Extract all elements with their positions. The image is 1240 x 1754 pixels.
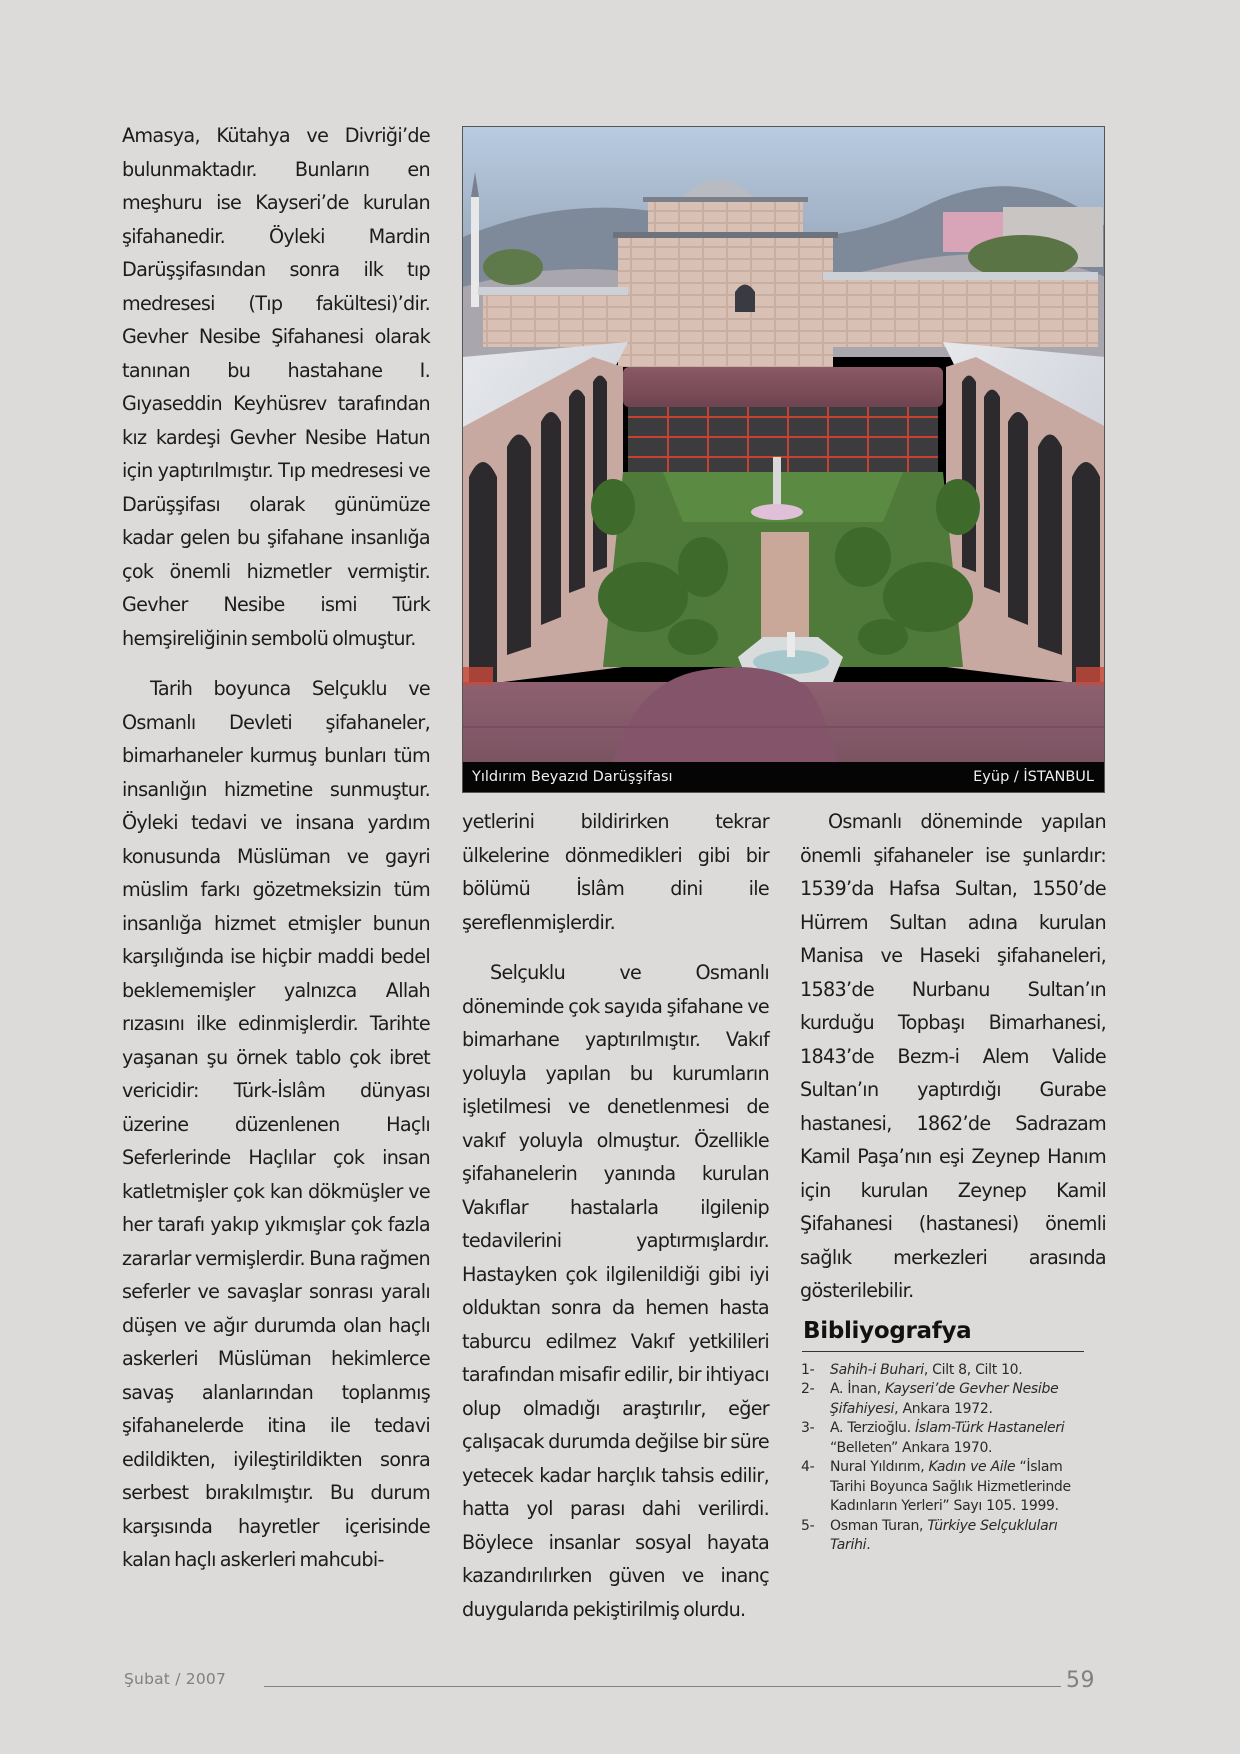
- bibliography-item: [801, 1361, 1101, 1381]
- bibliography-details: , Ankara 1972.: [894, 1400, 993, 1417]
- bibliography-item-text: [830, 1458, 1101, 1517]
- bibliography-item-number: 2-: [801, 1381, 815, 1397]
- footer-issue-date: Şubat / 2007: [124, 1670, 226, 1688]
- article-column-middle: [462, 805, 769, 1626]
- bibliography-item-text: [830, 1380, 1101, 1419]
- bibliography-details: .: [866, 1537, 871, 1553]
- bibliography-work-title: Sahih-i Buhari: [830, 1361, 924, 1378]
- photo-wing-roof-left: [478, 287, 628, 295]
- bibliography-work-title: Kayseri’de Gevher Nesibe Şifahiyesi: [830, 1381, 1059, 1417]
- photo-window: [735, 285, 755, 313]
- photo-railing: [1076, 667, 1105, 685]
- article-paragraph: Tarih boyunca Selçuklu ve Osmanlı Devleti şifahaneler, bimarhaneler kurmuş bunları tüm insanlığın hizmetine sunmuştur. Öyleki tedavi ve insana yardım konusunda Müslüman ve gayri müslim farkı gözetmeksizin tüm insanlığa hizmet etmişler bunun karşılığında ise hiçbir maddi bedel beklememişler yalnızca Allah rızasını ilke edinmişlerdir. Tarihte yaşanan şu örnek tablo çok ibret vericidir: Türk-İslâm dünyası üzerine düzenlenen Haçlı Seferlerinde Haçlılar çok insan katletmişler çok kan dökmüşler ve her tarafı yakıp yıkmışlar çok fazla zararlar vermişlerdir. Buna rağmen seferler ve savaşlar sonrası yaralı düşen ve ağır durumda olan haçlı askerleri Müslüman hekimlerce savaş alanlarından toplanmış şifahanelerde itina ile tedavi edildikten, iyileştirildikten sonra serbest bırakılmıştır. Bu durum karşısında hayretler içerisinde kalan haçlı askerleri mahcubi-: [122, 677, 430, 1571]
- photo-wing-roof-right: [823, 272, 1098, 280]
- bibliography-section: [800, 1316, 1106, 1556]
- photo-minaret: [471, 197, 479, 307]
- photo-caption-title: Yıldırım Beyazıd Darüşşifası: [472, 769, 673, 785]
- bibliography-list: [801, 1361, 1101, 1556]
- photo-flowerbed: [751, 504, 803, 520]
- bibliography-item-text: [830, 1517, 1101, 1556]
- photo-tree: [483, 249, 543, 285]
- bibliography-item-text: [830, 1419, 1101, 1458]
- bibliography-heading: Bibliyografya: [803, 1317, 972, 1344]
- bibliography-details: , Cilt 8, Cilt 10.: [923, 1361, 1023, 1378]
- photo-caption-bar: [463, 762, 1104, 792]
- photo-wing-left: [483, 292, 623, 347]
- photo-figure: [462, 126, 1105, 793]
- bibliography-item: [801, 1380, 1101, 1419]
- photo-railing: [463, 667, 493, 685]
- bibliography-author: A. İnan,: [830, 1381, 885, 1397]
- page-number: 59: [1066, 1668, 1095, 1693]
- bibliography-item-number: 3-: [801, 1420, 815, 1436]
- bibliography-work-title: Türkiye Selçukluları Tarihi: [830, 1517, 1058, 1553]
- article-column-right: [800, 805, 1106, 1308]
- bibliography-item-text: [830, 1361, 1101, 1381]
- footer-divider: [264, 1686, 1061, 1687]
- bibliography-item-number: 5-: [801, 1517, 815, 1534]
- bibliography-divider: [802, 1351, 1084, 1352]
- photo-cornice: [643, 197, 808, 202]
- article-paragraph: Amasya, Kütahya ve Divriği’de bulunmaktadır. Bunların en meşhuru ise Kayseri’de kurulan şifahanedir. Öyleki Mardin Darüşşifasından sonra ilk tıp medresesi (Tıp fakültesi)’dir. Gevher Nesibe Şifahanesi olarak tanınan bu hastahane I. Gıyaseddin Keyhüsrev tarafından kız kardeşi Gevher Nesibe Hatun için yaptırılmıştır. Tıp medresesi ve Darüşşifası olarak günümüze kadar gelen bu şifahane insanlığa çok önemli hizmetler vermiştir. Gevher Nesibe ismi Türk hemşireliğinin sembolü olmuştur.: [122, 124, 430, 650]
- photo-cornice: [613, 232, 838, 238]
- article-column-left: [122, 119, 430, 1577]
- bibliography-item: [801, 1458, 1101, 1517]
- bibliography-item-number: 4-: [801, 1459, 815, 1475]
- bibliography-author: Osman Turan,: [830, 1517, 928, 1534]
- photo-fountain-spout: [787, 632, 795, 657]
- photo-image: [463, 127, 1105, 764]
- right-column-flow: [800, 805, 1106, 1556]
- article-paragraph: Selçuklu ve Osmanlı döneminde çok sayıda şifahane ve bimarhane yaptırılmıştır. Vakıf yoluyla yapılan bu kurumların işletilmesi ve denetlenmesi de vakıf yoluyla olmuştur. Özellikle şifahanelerin yanında kurulan Vakıflar hastalarla ilgilenip tedavilerini yaptırmışlardır. Hastayken çok ilgilenildiği gibi iyi olduktan sonra da hemen hasta taburcu edilmez Vakıf yetkilileri tarafından misafir edilir, bir ihtiyacı olup olmadığı araştırılır, eğer çalışacak durumda değilse bir süre yetecek kadar harçlık tahsis edilir, hatta yol parası dahi verilirdi. Böylece insanlar sosyal hayata kazandırılırken güven ve inanç duygularıda pekiştirilmiş olurdu.: [462, 961, 769, 1621]
- photo-caption-location: Eyüp / İSTANBUL: [973, 769, 1094, 785]
- photo-awning: [623, 367, 943, 407]
- bibliography-item: [801, 1517, 1101, 1556]
- bibliography-item: [801, 1419, 1101, 1458]
- bibliography-item-number: 1-: [801, 1361, 815, 1378]
- bibliography-work-title: İslam-Türk Hastaneleri: [914, 1420, 1065, 1436]
- photo-wing-right: [828, 277, 1098, 347]
- photo-monument: [773, 457, 781, 512]
- bibliography-details: “Belleten” Ankara 1970.: [830, 1439, 993, 1456]
- article-paragraph: Osmanlı döneminde yapılan önemli şifahaneler ise şunlardır: 1539’da Hafsa Sultan, 1550’de Hürrem Sultan adına kurulan Manisa ve Haseki şifahaneleri, 1583’de Nurbanu Sultan’ın kurduğu Topbaşı Bimarhanesi, 1843’de Bezm-i Alem Valide Sultan’ın yaptırdığı Gurabe hastanesi, 1862’de Sadrazam Kamil Paşa’nın eşi Zeynep Hanım için kurulan Zeynep Kamil Şifahanesi (hastanesi) önemli sağlık merkezleri arasında gösterilebilir.: [800, 810, 1106, 1302]
- bibliography-author: Nural Yıldırım,: [830, 1459, 929, 1475]
- photo-drum: [648, 201, 803, 237]
- article-paragraph: yetlerini bildirirken tekrar ülkelerine dönmedikleri gibi bir bölümü İslâm dini ile şereflenmişlerdir.: [462, 810, 769, 934]
- photo-central-block: [618, 237, 833, 367]
- bibliography-author: A. Terzioğlu.: [830, 1420, 915, 1436]
- bibliography-work-title: Kadın ve Aile: [928, 1459, 1016, 1475]
- bibliography-details: “İslam Tarihi Boyunca Sağlık Hizmetlerinde Kadınların Yerleri” Sayı 105. 1999.: [830, 1459, 1071, 1514]
